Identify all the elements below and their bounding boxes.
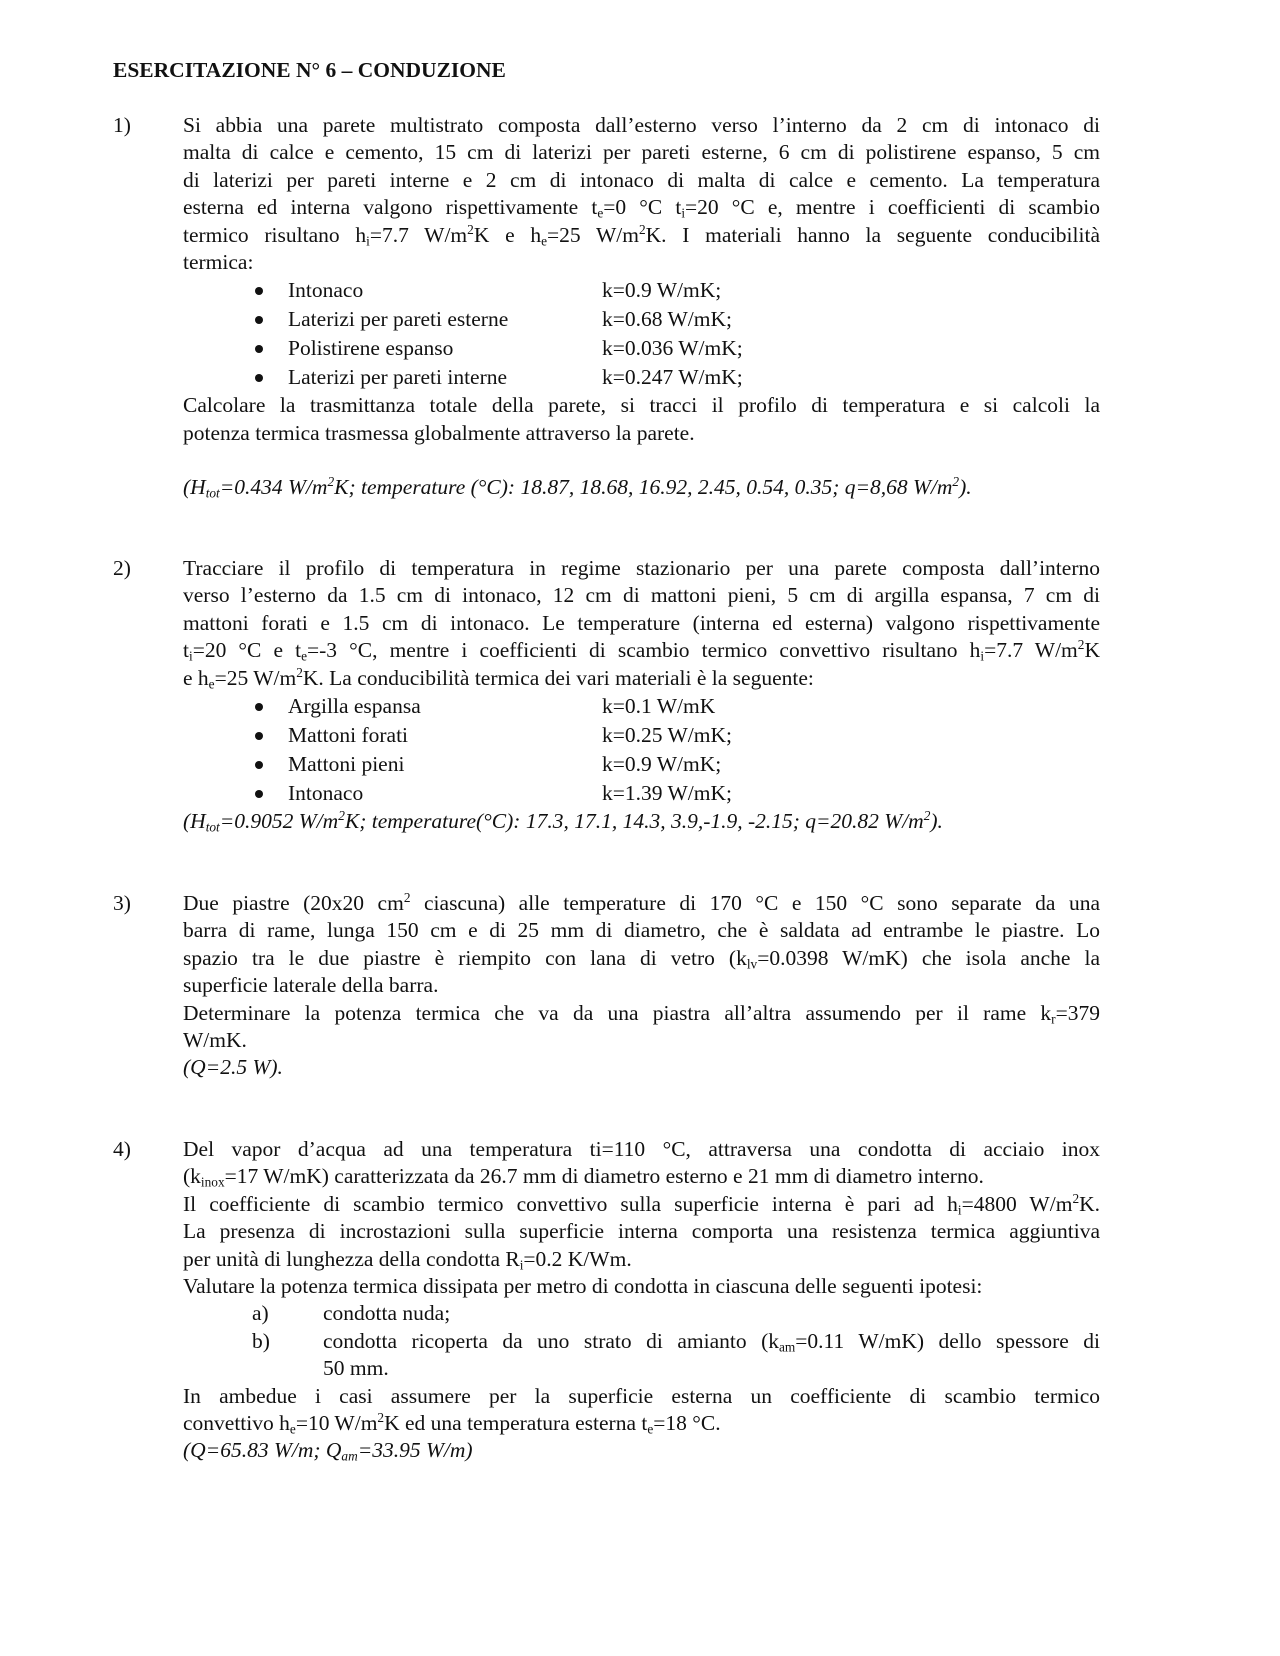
material-name: Polistirene espanso: [288, 336, 454, 361]
material-name: Laterizi per pareti esterne: [288, 307, 509, 332]
text-line: [183, 167, 1100, 194]
subscript: e: [597, 205, 604, 221]
bullet-icon: [255, 316, 263, 324]
superscript: 2: [327, 474, 335, 490]
subscript: r: [1051, 1010, 1056, 1026]
answer-line: [183, 474, 1100, 501]
bullet-icon: [255, 761, 263, 769]
subscript: i: [957, 1202, 962, 1218]
text-run: =0.9052 W/m: [219, 808, 339, 833]
text-run: Tracciare il profilo di temperatura in regime stazionario per una parete composta dall’interno: [183, 556, 1100, 580]
text-run: verso l’esterno da 1.5 cm di intonaco, 12 cm di mattoni pieni, 5 cm di argilla espansa, 7 cm di: [183, 583, 1100, 608]
page-title: ESERCITAZIONE N° 6 – CONDUZIONE: [113, 58, 506, 82]
problem-3: [183, 890, 1100, 1082]
text-run: W/mK.: [183, 1027, 247, 1052]
problem-number: 1): [113, 113, 131, 137]
text-run: =7.7 W/m: [369, 222, 468, 247]
text-line: [183, 112, 1100, 139]
text-run: di laterizi per pareti interne e 2 cm di intonaco di malta di calce e cemento. La temperatura: [183, 167, 1100, 192]
text-run: condotta ricoperta da uno strato di amianto (k: [323, 1328, 779, 1353]
conductivity-value: k=0.247 W/mK;: [602, 365, 743, 390]
text-run: =0.2 K/Wm.: [523, 1246, 632, 1271]
text-run: =4800 W/m: [961, 1191, 1073, 1216]
text-run: (H: [183, 808, 206, 833]
superscript: 2: [923, 807, 931, 823]
bullet-item: [183, 721, 1100, 750]
text-line: [183, 917, 1100, 944]
text-run: K; temperature(°C): 17.3, 17.1, 14.3, 3.9,-1.9, -2.15; q=20.82 W/m: [344, 808, 924, 833]
subscript: e: [208, 675, 215, 691]
text-run: =10 W/m: [295, 1410, 378, 1435]
superscript: 2: [1072, 1190, 1080, 1206]
text-run: Si abbia una parete multistrato composta dall’esterno verso l’interno da 2 cm di intonaco di: [183, 113, 1100, 137]
text-run: esterna ed interna valgono rispettivamente t: [183, 195, 598, 220]
option-item: [183, 1300, 1100, 1327]
text-run: Il coefficiente di scambio termico convettivo sulla superficie interna è pari ad h: [183, 1191, 958, 1216]
text-line: [183, 1163, 1100, 1190]
text-line: [183, 1054, 1100, 1081]
option-label: b): [252, 1328, 270, 1353]
bullet-icon: [255, 790, 263, 798]
text-run: termico risultano h: [183, 222, 367, 247]
superscript: 2: [296, 664, 303, 680]
subscript: e: [541, 232, 548, 248]
text-line: [183, 582, 1100, 609]
text-line: [183, 972, 1100, 999]
text-line: [183, 139, 1100, 166]
text-line: [183, 1191, 1100, 1218]
bullet-item: [183, 334, 1100, 363]
conductivity-value: k=0.9 W/mK;: [602, 751, 722, 776]
text-run: =18 °C.: [653, 1410, 721, 1435]
conductivity-value: k=0.9 W/mK;: [602, 278, 722, 303]
superscript: 2: [467, 221, 474, 237]
text-run: =20 °C e t: [192, 638, 302, 663]
subscript: i: [681, 205, 686, 221]
text-line: [183, 945, 1100, 972]
bullet-icon: [255, 287, 263, 295]
text-run: malta di calce e cemento, 15 cm di laterizi per pareti esterne, 6 cm di polistirene espanso, 5 cm: [183, 140, 1100, 165]
text-run: termica:: [183, 249, 254, 274]
problem-number: 3): [113, 891, 131, 915]
option-item: [183, 1328, 1100, 1355]
text-run: Del vapor d’acqua ad una temperatura ti=110 °C, attraversa una condotta di acciaio inox: [183, 1137, 1100, 1161]
material-name: Laterizi per pareti interne: [288, 365, 508, 390]
subscript: am: [778, 1339, 796, 1355]
subscript: e: [289, 1421, 296, 1437]
subscript: e: [647, 1421, 654, 1437]
bullet-item: [183, 305, 1100, 334]
text-run: K. La conducibilità termica dei vari materiali è la seguente:: [302, 665, 814, 690]
bullet-item: [183, 779, 1100, 808]
text-run: ).: [959, 475, 972, 500]
problem-number: 4): [113, 1137, 131, 1161]
text-line: [183, 890, 1100, 917]
conductivity-value: k=0.68 W/mK;: [602, 307, 732, 332]
text-run: spazio tra le due piastre è riempito con lana di vetro (k: [183, 945, 747, 970]
option-text: [323, 1300, 1100, 1327]
text-run: K e h: [473, 222, 542, 247]
superscript: 2: [403, 890, 411, 906]
text-run: (H: [183, 475, 206, 500]
text-run: ciascuna) alle temperature di 170 °C e 150 °C sono separate da una: [410, 891, 1100, 915]
text-run: Calcolare la trasmittanza totale della parete, si tracci il profilo di temperatura e si calcoli la: [183, 393, 1100, 418]
text-run: convettivo h: [183, 1410, 290, 1435]
text-run: Valutare la potenza termica dissipata per metro di condotta in ciascuna delle seguenti ipotesi:: [183, 1273, 983, 1298]
problem-number: 2): [113, 556, 131, 580]
text-run: In ambedue i casi assumere per la superficie esterna un coefficiente di scambio termico: [183, 1383, 1100, 1408]
option-label: a): [252, 1301, 269, 1326]
subscript: inox: [200, 1174, 225, 1190]
conductivity-value: k=0.036 W/mK;: [602, 336, 743, 361]
problem-4: [183, 1136, 1100, 1465]
text-run: =379: [1055, 1000, 1100, 1025]
text-run: Due piastre (20x20 cm: [183, 891, 404, 915]
text-run: t: [183, 638, 189, 663]
option-item: [183, 1355, 1100, 1382]
text-run: =0.11 W/mK) dello spessore di: [795, 1328, 1100, 1353]
subscript: lv: [746, 956, 758, 972]
text-run: =25 W/m: [547, 222, 639, 247]
text-run: 50 mm.: [323, 1356, 389, 1381]
superscript: 2: [1077, 637, 1085, 653]
text-run: ).: [930, 808, 943, 833]
text-line: [183, 610, 1100, 637]
text-run: potenza termica trasmessa globalmente attraverso la parete.: [183, 420, 695, 445]
superscript: 2: [952, 474, 960, 490]
bullet-icon: [255, 703, 263, 711]
text-line: [183, 1246, 1100, 1273]
material-name: Intonaco: [288, 780, 364, 805]
bullet-item: [183, 276, 1100, 305]
text-run: superficie laterale della barra.: [183, 973, 439, 998]
text-run: condotta nuda;: [323, 1301, 451, 1326]
text-run: =0.434 W/m: [219, 475, 328, 500]
text-run: (Q=65.83 W/m; Q: [183, 1438, 342, 1463]
material-name: Mattoni pieni: [288, 751, 405, 776]
conductivity-value: k=0.25 W/mK;: [602, 722, 732, 747]
text-run: =25 W/m: [214, 665, 297, 690]
answer-line: [183, 1437, 1100, 1464]
text-run: =-3 °C, mentre i coefficienti di scambio termico convettivo risultano h: [307, 638, 981, 663]
superscript: 2: [377, 1409, 385, 1425]
text-line: [183, 555, 1100, 582]
text-run: per unità di lunghezza della condotta R: [183, 1246, 520, 1271]
text-run: K. I materiali hanno la seguente conducibilità: [645, 222, 1100, 247]
text-line: [183, 1383, 1100, 1410]
bullet-icon: [255, 732, 263, 740]
text-run: =0 °C t: [603, 195, 682, 220]
material-name: Mattoni forati: [288, 722, 409, 747]
text-line: [183, 249, 1100, 276]
text-run: =33.95 W/m): [357, 1438, 473, 1463]
text-run: K ed una temperatura esterna t: [384, 1410, 648, 1435]
bullet-icon: [255, 345, 263, 353]
subscript: am: [341, 1448, 358, 1464]
text-line: [183, 392, 1100, 419]
subscript: i: [519, 1256, 524, 1272]
text-line: [183, 665, 1100, 692]
subscript: i: [980, 648, 985, 664]
problem-1: [183, 112, 1100, 502]
text-line: [183, 222, 1100, 249]
subscript: i: [188, 648, 193, 664]
text-line: [183, 1218, 1100, 1245]
text-run: e h: [183, 665, 209, 690]
text-line: [183, 194, 1100, 221]
text-line: [183, 1000, 1100, 1027]
text-run: K: [1084, 638, 1100, 663]
subscript: tot: [205, 485, 220, 501]
bullet-item: [183, 692, 1100, 721]
problem-2: [183, 555, 1100, 835]
conductivity-value: k=1.39 W/mK;: [602, 780, 732, 805]
material-name: Argilla espansa: [288, 693, 421, 718]
superscript: 2: [638, 221, 646, 237]
text-line: [183, 1136, 1100, 1163]
subscript: e: [301, 648, 308, 664]
superscript: 2: [338, 807, 345, 823]
subscript: i: [366, 232, 370, 248]
text-run: K.: [1079, 1191, 1101, 1216]
text-run: K; temperature (°C): 18.87, 18.68, 16.92, 2.45, 0.54, 0.35; q=8,68 W/m: [334, 475, 953, 500]
answer-line: [183, 808, 1100, 835]
text-line: [183, 637, 1100, 664]
text-line: [183, 1410, 1100, 1437]
material-name: Intonaco: [288, 278, 364, 303]
text-run: (Q=2.5 W).: [183, 1055, 283, 1080]
bullet-item: [183, 363, 1100, 392]
text-run: =0.0398 W/mK) che isola anche la: [757, 945, 1100, 970]
text-run: mattoni forati e 1.5 cm di intonaco. Le temperature (interna ed esterna) valgono rispettivamente: [183, 610, 1100, 635]
bullet-item: [183, 750, 1100, 779]
text-run: Determinare la potenza termica che va da una piastra all’altra assumendo per il rame k: [183, 1000, 1052, 1025]
conductivity-value: k=0.1 W/mK: [602, 693, 716, 718]
text-run: =17 W/mK) caratterizzata da 26.7 mm di diametro esterno e 21 mm di diametro interno.: [224, 1164, 984, 1189]
text-run: (k: [183, 1164, 201, 1189]
text-line: [183, 1027, 1100, 1054]
text-run: =7.7 W/m: [984, 638, 1078, 663]
bullet-icon: [255, 374, 263, 382]
text-line: [183, 1273, 1100, 1300]
option-text: [323, 1355, 1100, 1382]
text-run: =20 °C e, mentre i coefficienti di scambio: [685, 195, 1100, 220]
text-run: La presenza di incrostazioni sulla superficie interna comporta una resistenza termica aggiuntiva: [183, 1219, 1100, 1244]
subscript: tot: [205, 819, 220, 835]
text-line: [183, 420, 1100, 447]
text-run: barra di rame, lunga 150 cm e di 25 mm di diametro, che è saldata ad entrambe le piastre. Lo: [183, 918, 1100, 943]
option-text: [323, 1328, 1100, 1355]
